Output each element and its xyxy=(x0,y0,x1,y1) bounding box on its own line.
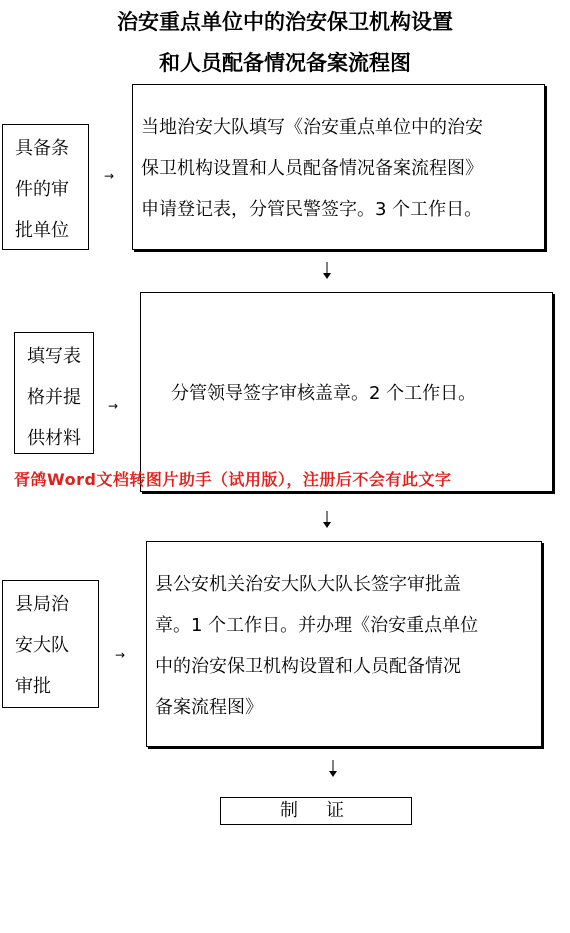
side-text-step3-line2: 安大队 xyxy=(15,635,69,656)
side-box-step3 xyxy=(2,580,99,708)
main-box-step1 xyxy=(132,84,545,250)
side-text-step3-line3: 审批 xyxy=(15,676,51,697)
main-text-step3-line2: 章。1 个工作日。并办理《治安重点单位 xyxy=(155,615,479,636)
main-text-step3-line1: 县公安机关治安大队大队长签字审批盖 xyxy=(155,574,461,595)
side-box-step2 xyxy=(14,332,94,454)
down-arrow-icon xyxy=(320,511,334,529)
chart-title-line2: 和人员配备情况备案流程图 xyxy=(159,51,411,75)
right-arrow-icon: → xyxy=(104,169,115,183)
right-arrow-icon: → xyxy=(115,648,126,662)
main-text-step1-line2: 保卫机构设置和人员配备情况备案流程图》 xyxy=(141,158,483,179)
chart-title-line1: 治安重点单位中的治安保卫机构设置 xyxy=(117,10,453,34)
main-text-step2-line1: 分管领导签字审核盖章。2 个工作日。 xyxy=(171,383,477,404)
watermark-text: 胥鸽Word文档转图片助手（试用版），注册后不会有此文字 xyxy=(14,470,452,489)
main-box-step3 xyxy=(146,541,542,747)
side-text-step2-line3: 供材料 xyxy=(27,428,81,449)
side-text-step3-line1: 县局治 xyxy=(15,594,69,615)
side-text-step1-line2: 件的审 xyxy=(15,179,69,200)
side-box-step1 xyxy=(2,124,89,250)
main-text-step3-line3: 中的治安保卫机构设置和人员配备情况 xyxy=(155,656,461,677)
down-arrow-icon xyxy=(320,262,334,280)
right-arrow-icon: → xyxy=(108,399,119,413)
main-box-step2 xyxy=(140,292,553,492)
main-text-step1-line3: 申请登记表，分管民警签字。3 个工作日。 xyxy=(141,199,483,220)
final-step-box: 制证 xyxy=(220,797,412,825)
down-arrow-icon xyxy=(326,760,340,778)
main-text-step3-line4: 备案流程图》 xyxy=(155,697,263,718)
side-text-step2-line2: 格并提 xyxy=(27,387,81,408)
side-text-step1-line1: 具备条 xyxy=(15,138,69,159)
side-text-step2-line1: 填写表 xyxy=(27,346,81,367)
main-text-step1-line1: 当地治安大队填写《治安重点单位中的治安 xyxy=(141,117,483,138)
side-text-step1-line3: 批单位 xyxy=(15,220,69,241)
